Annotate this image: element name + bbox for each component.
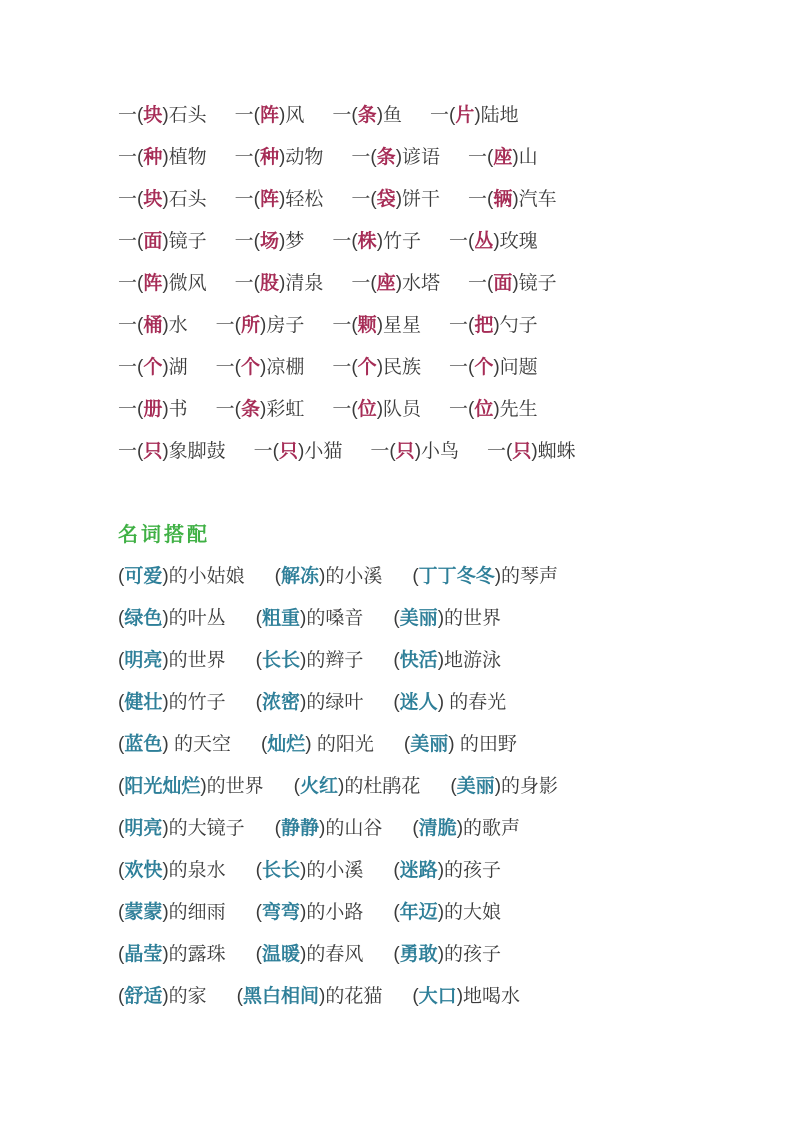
phrase-text: )的春风 (300, 944, 364, 965)
collocation-word-highlight: 欢快 (124, 860, 163, 881)
phrase-text: ) 的田野 (448, 734, 517, 755)
collocation-row (118, 934, 743, 976)
phrase-text: )动物 (279, 147, 324, 168)
phrase-text: )清泉 (279, 273, 324, 294)
phrase-text: ( (393, 650, 400, 671)
measure-phrase (449, 347, 538, 389)
measure-phrase (216, 389, 305, 431)
collocation-phrase (393, 598, 501, 640)
phrase-text: )的叶丛 (162, 608, 226, 629)
phrase-text: 一( (118, 273, 144, 294)
measure-word-highlight: 位 (474, 399, 494, 420)
measure-word-highlight: 片 (455, 105, 475, 126)
phrase-text: 一( (118, 441, 144, 462)
phrase-text: 一( (118, 231, 144, 252)
collocation-word-highlight: 大口 (418, 986, 457, 1007)
phrase-text: 一( (118, 357, 144, 378)
phrase-text: )梦 (279, 231, 305, 252)
phrase-text: )的家 (162, 986, 207, 1007)
phrase-text: 一( (468, 273, 494, 294)
phrase-text: )的嗓音 (300, 608, 364, 629)
measure-word-highlight: 种 (143, 147, 163, 168)
collocation-phrase (118, 766, 264, 808)
measure-phrase (332, 95, 402, 137)
phrase-text: ( (393, 608, 400, 629)
phrase-text: )队员 (376, 399, 422, 420)
phrase-text: ( (393, 860, 400, 881)
phrase-text: ( (255, 860, 262, 881)
measure-word-highlight: 块 (143, 105, 163, 126)
measure-phrase (235, 263, 324, 305)
collocation-word-highlight: 丁丁冬冬 (418, 566, 495, 587)
collocation-phrase (118, 682, 226, 724)
collocation-phrase (275, 808, 383, 850)
phrase-text: )书 (162, 399, 188, 420)
phrase-text: )石头 (162, 189, 207, 210)
measure-word-highlight: 桶 (143, 315, 163, 336)
phrase-text: 一( (234, 231, 260, 252)
collocation-phrase (118, 640, 226, 682)
measure-phrase (332, 389, 421, 431)
measure-phrase (216, 305, 305, 347)
measure-row (118, 389, 743, 431)
measure-phrase (235, 137, 324, 179)
collocation-phrase (118, 976, 207, 1018)
phrase-text: ( (450, 776, 457, 797)
collocation-phrase (393, 934, 501, 976)
phrase-text: )鱼 (376, 105, 403, 126)
measure-word-highlight: 阵 (260, 105, 280, 126)
measure-word-highlight: 个 (474, 357, 494, 378)
phrase-text: ( (260, 734, 268, 755)
measure-word-highlight: 股 (260, 273, 280, 294)
phrase-text: 一( (118, 189, 144, 210)
phrase-text: )的琴声 (494, 566, 559, 587)
collocation-word-highlight: 火红 (300, 776, 339, 797)
measure-word-highlight: 辆 (493, 189, 513, 210)
phrase-text: ( (412, 818, 419, 839)
collocation-row (118, 850, 743, 892)
phrase-text: )的山谷 (319, 818, 383, 839)
collocation-word-highlight: 快活 (399, 650, 438, 671)
phrase-text: )问题 (493, 357, 538, 378)
phrase-text: )水塔 (395, 273, 441, 294)
measure-word-highlight: 条 (357, 105, 377, 126)
phrase-text: )玫瑰 (493, 231, 538, 252)
collocation-phrase (294, 766, 421, 808)
measure-phrase (487, 431, 576, 473)
phrase-text: )民族 (376, 357, 422, 378)
phrase-text: )的孩子 (437, 944, 502, 965)
measure-word-highlight: 条 (376, 147, 396, 168)
phrase-text: 一( (449, 231, 475, 252)
phrase-text: 一( (370, 441, 396, 462)
phrase-text: 一( (118, 399, 144, 420)
measure-phrase (118, 389, 188, 431)
phrase-text: ( (236, 986, 243, 1007)
phrase-text: )的世界 (162, 650, 226, 671)
measure-row (118, 137, 743, 179)
phrase-text: )植物 (162, 147, 207, 168)
phrase-text: ( (255, 944, 262, 965)
phrase-text: )饼干 (395, 189, 441, 210)
phrase-text: ( (255, 692, 262, 713)
measure-phrase (468, 263, 557, 305)
collocation-phrase (256, 682, 364, 724)
phrase-text: )陆地 (474, 105, 519, 126)
collocation-phrase (256, 934, 364, 976)
measure-phrase (118, 305, 188, 347)
collocation-row (118, 640, 743, 682)
measure-word-highlight: 座 (493, 147, 513, 168)
phrase-text: ( (118, 734, 125, 755)
measure-word-highlight: 册 (143, 399, 163, 420)
measure-row (118, 263, 743, 305)
phrase-text: 一( (215, 315, 241, 336)
phrase-text: )的小溪 (300, 860, 364, 881)
measure-row (118, 347, 743, 389)
phrase-text: 一( (468, 147, 494, 168)
collocation-word-highlight: 静静 (281, 818, 320, 839)
measure-phrase (351, 179, 440, 221)
collocation-word-highlight: 绿色 (124, 608, 163, 629)
collocation-phrase (256, 598, 364, 640)
measure-word-highlight: 所 (241, 315, 261, 336)
phrase-text: )的泉水 (162, 860, 226, 881)
collocation-word-highlight: 可爱 (124, 566, 163, 587)
collocation-word-highlight: 迷人 (399, 692, 438, 713)
collocation-word-highlight: 健壮 (124, 692, 163, 713)
collocation-word-highlight: 明亮 (124, 650, 163, 671)
measure-row (118, 431, 743, 473)
phrase-text: )的细雨 (162, 902, 226, 923)
collocation-phrase (404, 724, 517, 766)
measure-row (118, 221, 743, 263)
measure-word-highlight: 个 (143, 357, 163, 378)
phrase-text: )的杜鹃花 (338, 776, 421, 797)
phrase-text: 一( (234, 105, 260, 126)
phrase-text: )小猫 (298, 441, 343, 462)
measure-phrase (235, 95, 305, 137)
phrase-text: 一( (468, 189, 494, 210)
collocation-word-highlight: 蓝色 (124, 734, 163, 755)
phrase-text: ( (412, 986, 419, 1007)
phrase-text: ( (118, 986, 125, 1007)
phrase-text: )房子 (260, 315, 305, 336)
measure-phrase (118, 179, 207, 221)
phrase-text: )的小姑娘 (162, 566, 245, 587)
measure-phrase (118, 95, 207, 137)
collocation-phrase (118, 934, 226, 976)
phrase-text: )勺子 (493, 315, 538, 336)
collocation-word-highlight: 解冻 (281, 566, 320, 587)
phrase-text: 一( (449, 357, 475, 378)
collocation-row (118, 556, 743, 598)
phrase-text: )地游泳 (437, 650, 502, 671)
measure-phrase (118, 347, 188, 389)
collocation-phrase (256, 892, 364, 934)
measure-word-highlight: 个 (357, 357, 377, 378)
phrase-text: )的世界 (437, 608, 502, 629)
phrase-text: )的花猫 (319, 986, 383, 1007)
collocation-word-highlight: 迷路 (399, 860, 438, 881)
phrase-text: ) 的阳光 (305, 734, 374, 755)
phrase-text: )山 (512, 147, 538, 168)
phrase-text: )湖 (162, 357, 188, 378)
collocation-phrase (412, 808, 520, 850)
phrase-text: 一( (351, 273, 377, 294)
phrase-text: )小鸟 (414, 441, 460, 462)
phrase-text: )的绿叶 (300, 692, 364, 713)
phrase-text: ( (274, 566, 281, 587)
phrase-text: )谚语 (395, 147, 441, 168)
collocation-phrase (118, 598, 226, 640)
measure-phrase (216, 347, 305, 389)
phrase-text: )的孩子 (437, 860, 502, 881)
measure-word-highlight: 面 (143, 231, 163, 252)
measure-word-highlight: 场 (260, 231, 280, 252)
collocation-phrase (412, 556, 558, 598)
phrase-text: ( (118, 944, 125, 965)
phrase-text: )先生 (493, 399, 538, 420)
collocation-row (118, 724, 743, 766)
measure-word-highlight: 颗 (357, 315, 377, 336)
collocation-phrase (118, 850, 226, 892)
collocation-word-highlight: 明亮 (124, 818, 163, 839)
phrase-text: 一( (332, 105, 358, 126)
collocation-word-highlight: 舒适 (124, 986, 163, 1007)
collocation-phrase (275, 556, 383, 598)
phrase-text: 一( (215, 399, 241, 420)
measure-row (118, 305, 743, 347)
phrase-text: 一( (449, 315, 475, 336)
phrase-text: ( (118, 608, 125, 629)
collocation-phrase (393, 850, 501, 892)
collocation-word-highlight: 弯弯 (262, 902, 301, 923)
measure-word-highlight: 阵 (143, 273, 163, 294)
phrase-text: ( (412, 566, 419, 587)
measure-phrase (370, 431, 459, 473)
measure-word-highlight: 种 (260, 147, 280, 168)
measure-phrase (332, 347, 421, 389)
measure-word-highlight: 面 (493, 273, 513, 294)
collocation-word-highlight: 灿烂 (267, 734, 306, 755)
measure-word-highlight: 株 (357, 231, 377, 252)
phrase-text: ( (118, 566, 125, 587)
phrase-text: )风 (279, 105, 305, 126)
phrase-text: )的大镜子 (162, 818, 245, 839)
measure-phrase (351, 137, 440, 179)
phrase-text: 一( (487, 441, 513, 462)
phrase-text: )蜘蛛 (531, 441, 576, 462)
phrase-text: )的身影 (494, 776, 559, 797)
phrase-text: ( (293, 776, 300, 797)
phrase-text: 一( (430, 105, 456, 126)
collocation-section (118, 556, 743, 1018)
phrase-text: 一( (118, 105, 144, 126)
measure-phrase (235, 179, 324, 221)
collocation-phrase (118, 556, 245, 598)
measure-word-highlight: 只 (395, 441, 415, 462)
measure-word-highlight: 只 (143, 441, 163, 462)
phrase-text: ( (403, 734, 411, 755)
collocation-phrase (261, 724, 374, 766)
phrase-text: 一( (234, 189, 260, 210)
measure-phrase (332, 305, 421, 347)
measure-phrase (468, 137, 538, 179)
collocation-row (118, 976, 743, 1018)
collocation-word-highlight: 美丽 (410, 734, 449, 755)
measure-word-highlight: 条 (241, 399, 261, 420)
phrase-text: )的世界 (200, 776, 264, 797)
phrase-text: )的大娘 (437, 902, 502, 923)
collocation-word-highlight: 晶莹 (124, 944, 163, 965)
measure-word-highlight: 个 (241, 357, 261, 378)
collocation-phrase (118, 892, 226, 934)
measure-words-section (118, 95, 743, 473)
phrase-text: )汽车 (512, 189, 557, 210)
phrase-text: )象脚鼓 (162, 441, 226, 462)
phrase-text: )地喝水 (456, 986, 521, 1007)
collocation-word-highlight: 黑白相间 (243, 986, 320, 1007)
measure-phrase (118, 431, 226, 473)
phrase-text: ( (118, 860, 125, 881)
collocation-word-highlight: 长长 (262, 650, 301, 671)
phrase-text: )竹子 (376, 231, 422, 252)
measure-phrase (118, 263, 207, 305)
collocation-word-highlight: 阳光灿烂 (124, 776, 201, 797)
measure-word-highlight: 只 (279, 441, 299, 462)
measure-phrase (351, 263, 440, 305)
phrase-text: ( (118, 650, 125, 671)
phrase-text: ( (255, 902, 262, 923)
phrase-text: 一( (332, 357, 358, 378)
collocation-row (118, 682, 743, 724)
measure-phrase (468, 179, 557, 221)
phrase-text: )镜子 (162, 231, 207, 252)
measure-phrase (235, 221, 305, 263)
phrase-text: )的小溪 (319, 566, 383, 587)
phrase-text: ) 的天空 (162, 734, 231, 755)
measure-word-highlight: 阵 (260, 189, 280, 210)
collocation-row (118, 808, 743, 850)
collocation-phrase (412, 976, 520, 1018)
collocation-row (118, 598, 743, 640)
measure-word-highlight: 只 (512, 441, 532, 462)
collocation-phrase (256, 850, 364, 892)
collocation-word-highlight: 粗重 (262, 608, 301, 629)
phrase-text: )微风 (162, 273, 207, 294)
phrase-text: 一( (332, 399, 358, 420)
phrase-text: )的辫子 (300, 650, 364, 671)
measure-phrase (118, 137, 207, 179)
phrase-text: )星星 (376, 315, 422, 336)
phrase-text: )镜子 (512, 273, 557, 294)
phrase-text: )水 (162, 315, 188, 336)
phrase-text: ( (393, 944, 400, 965)
collocation-word-highlight: 清脆 (418, 818, 457, 839)
measure-word-highlight: 位 (357, 399, 377, 420)
collocation-phrase (393, 640, 501, 682)
phrase-text: 一( (332, 315, 358, 336)
phrase-text: )凉棚 (260, 357, 305, 378)
phrase-text: )轻松 (279, 189, 324, 210)
phrase-text: 一( (332, 231, 358, 252)
measure-phrase (449, 305, 538, 347)
section-heading-noun-collocation: 名词搭配 (118, 524, 210, 546)
measure-phrase (254, 431, 343, 473)
phrase-text: ( (255, 650, 262, 671)
collocation-phrase (450, 766, 558, 808)
measure-word-highlight: 座 (376, 273, 396, 294)
measure-word-highlight: 丛 (474, 231, 494, 252)
phrase-text: ( (255, 608, 262, 629)
collocation-word-highlight: 勇敢 (399, 944, 438, 965)
measure-word-highlight: 把 (474, 315, 494, 336)
measure-phrase (332, 221, 421, 263)
phrase-text: ( (274, 818, 281, 839)
collocation-word-highlight: 温暖 (262, 944, 301, 965)
collocation-row (118, 892, 743, 934)
measure-phrase (118, 221, 207, 263)
phrase-text: )石头 (162, 105, 207, 126)
collocation-phrase (393, 682, 506, 724)
phrase-text: 一( (234, 273, 260, 294)
phrase-text: 一( (253, 441, 279, 462)
phrase-text: 一( (118, 147, 144, 168)
phrase-text: 一( (449, 399, 475, 420)
collocation-row (118, 766, 743, 808)
phrase-text: ( (393, 692, 400, 713)
collocation-word-highlight: 蒙蒙 (124, 902, 163, 923)
measure-phrase (430, 95, 519, 137)
phrase-text: 一( (351, 147, 377, 168)
measure-phrase (449, 221, 538, 263)
phrase-text: )的歌声 (456, 818, 521, 839)
collocation-phrase (393, 892, 501, 934)
phrase-text: )的露珠 (162, 944, 226, 965)
measure-word-highlight: 块 (143, 189, 163, 210)
phrase-text: ) 的春光 (437, 692, 507, 713)
phrase-text: )彩虹 (260, 399, 305, 420)
phrase-text: )的竹子 (162, 692, 226, 713)
collocation-word-highlight: 美丽 (399, 608, 438, 629)
phrase-text: ( (393, 902, 400, 923)
collocation-phrase (237, 976, 383, 1018)
collocation-phrase (118, 808, 245, 850)
measure-row (118, 95, 743, 137)
phrase-text: ( (118, 902, 125, 923)
collocation-phrase (118, 724, 231, 766)
collocation-word-highlight: 年迈 (399, 902, 438, 923)
phrase-text: ( (118, 692, 125, 713)
phrase-text: ( (118, 818, 125, 839)
collocation-word-highlight: 浓密 (262, 692, 301, 713)
collocation-phrase (256, 640, 364, 682)
measure-phrase (449, 389, 538, 431)
phrase-text: 一( (118, 315, 144, 336)
phrase-text: 一( (215, 357, 241, 378)
phrase-text: ( (118, 776, 125, 797)
phrase-text: 一( (234, 147, 260, 168)
phrase-text: )的小路 (300, 902, 364, 923)
collocation-word-highlight: 美丽 (456, 776, 495, 797)
phrase-text: 一( (351, 189, 377, 210)
collocation-word-highlight: 长长 (262, 860, 301, 881)
measure-row (118, 179, 743, 221)
measure-word-highlight: 袋 (376, 189, 396, 210)
